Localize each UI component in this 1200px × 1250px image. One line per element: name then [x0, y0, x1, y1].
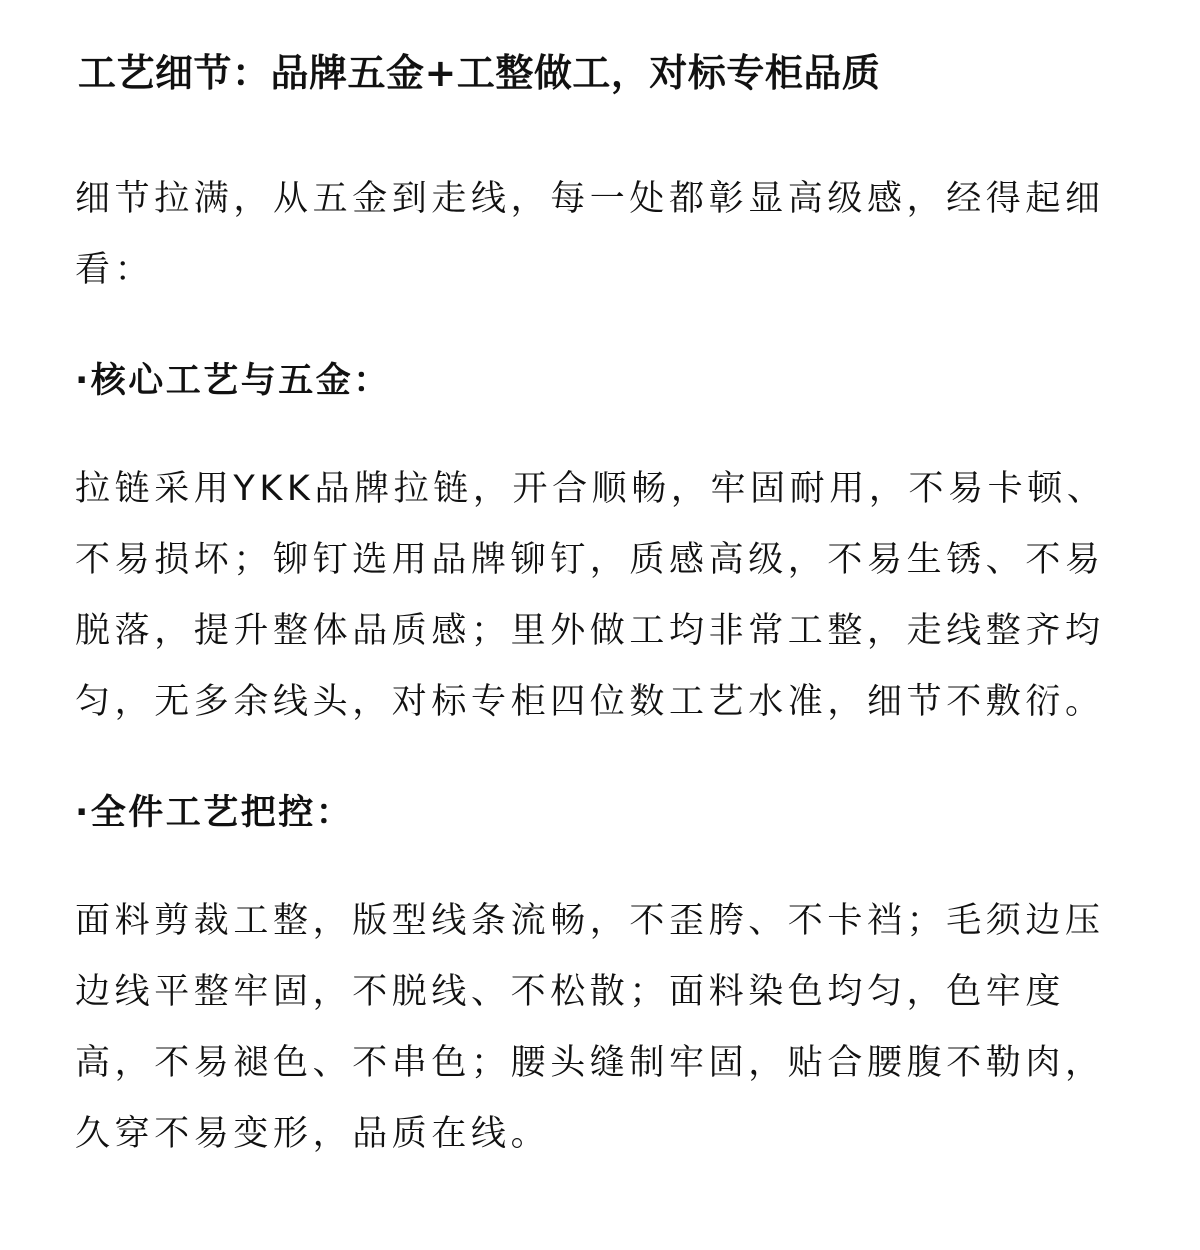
intro-paragraph: 细节拉满，从五金到走线，每一处都彰显高级感，经得起细看： — [75, 179, 1105, 290]
section-body-core-craft: 拉链采用YKK品牌拉链，开合顺畅，牢固耐用，不易卡顿、不易损坏；铆钉选用品牌铆钉，质感高级，不易生锈、不易脱落，提升整体品质感；里外做工均非常工整，走线整齐均匀，无多余线头，对标专柜四位数工艺水准，细节不敷衍。 — [75, 469, 1107, 722]
section-heading-full-control: ·全件工艺把控： — [75, 793, 354, 833]
section-body-full-control: 面料剪裁工整，版型线条流畅，不歪胯、不卡裆；毛须边压边线平整牢固，不脱线、不松散；面料染色均匀，色牢度高，不易褪色、不串色；腰头缝制牢固，贴合腰腹不勒肉，久穿不易变形，品质在线。 — [75, 901, 1105, 1154]
page-title: 工艺细节：品牌五金+工整做工，对标专柜品质 — [78, 51, 881, 95]
section-heading-core-craft: ·核心工艺与五金： — [75, 361, 391, 401]
